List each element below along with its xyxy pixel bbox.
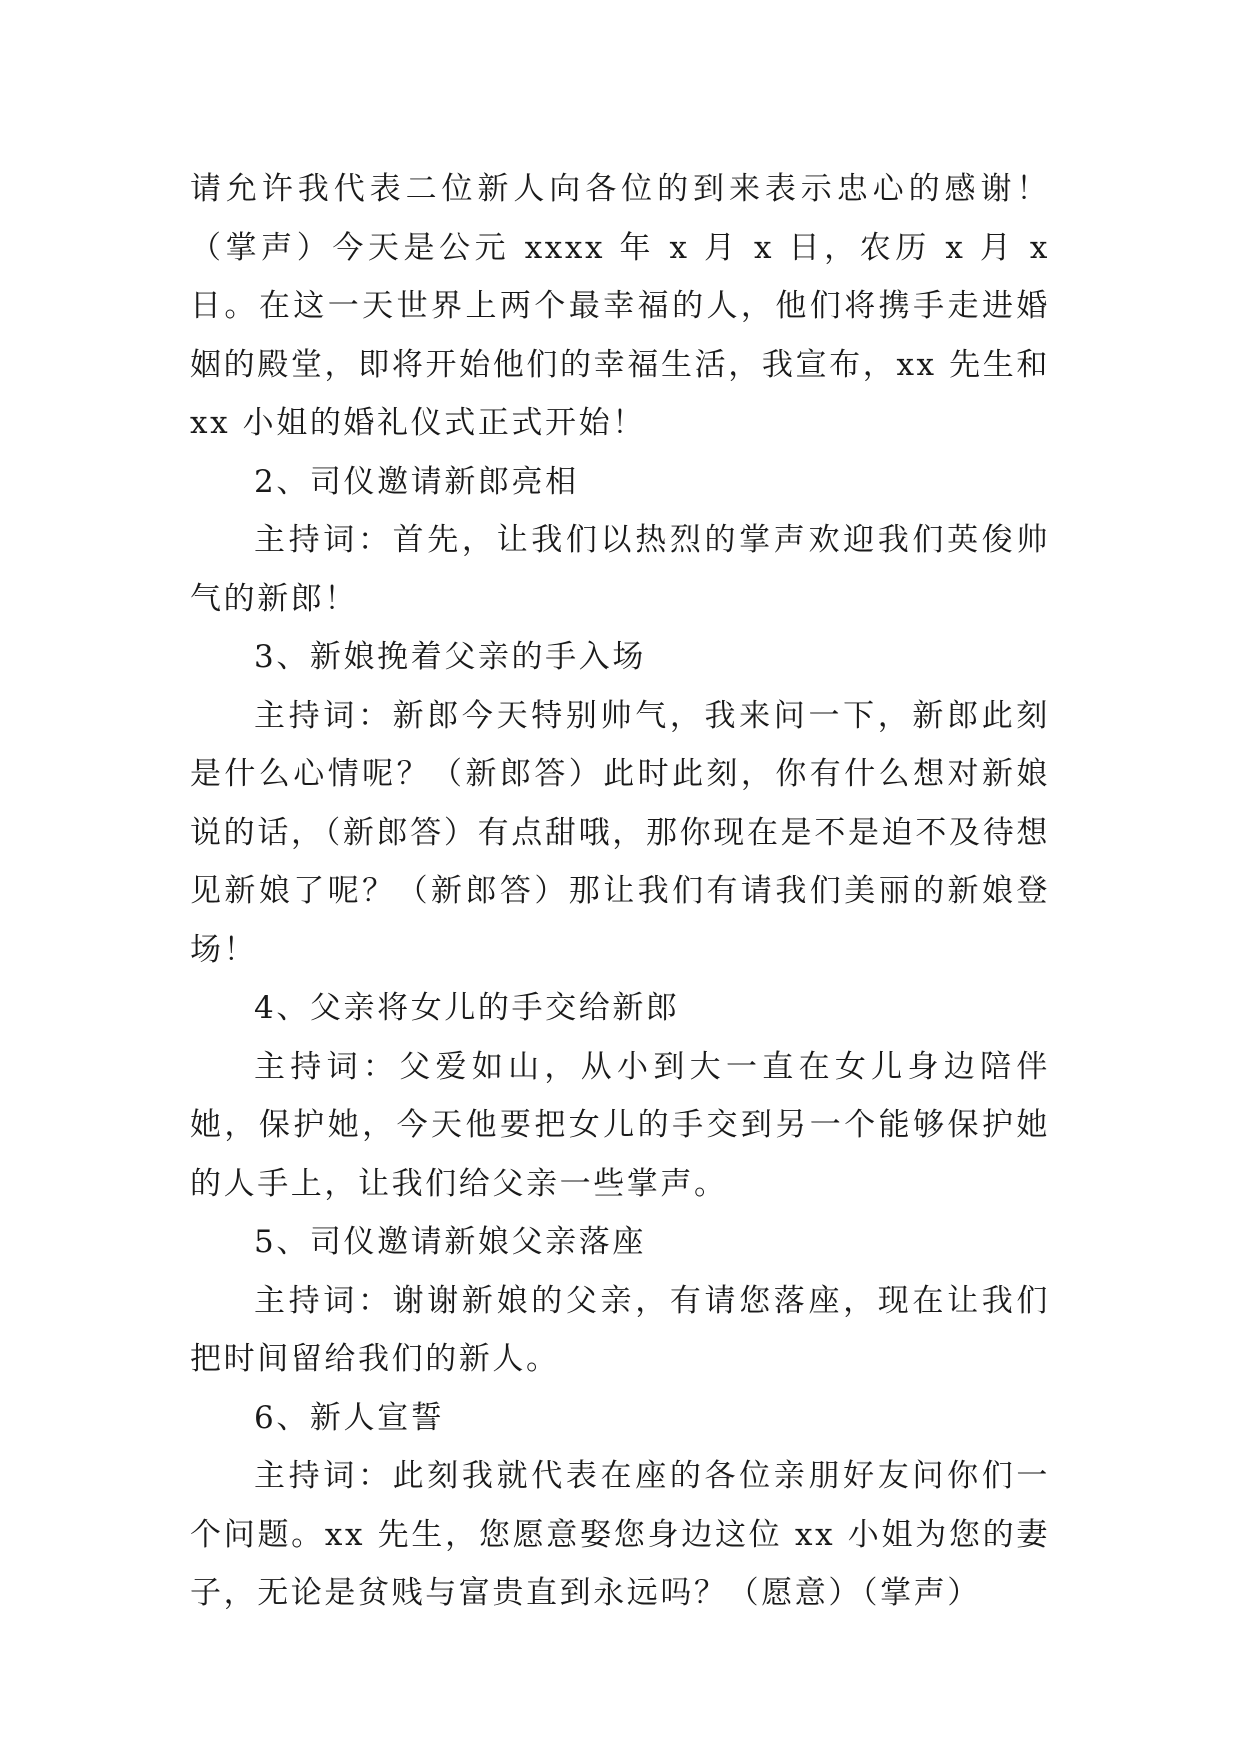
paragraph-opening: 请允许我代表二位新人向各位的到来表示忠心的感谢！（掌声）今天是公元 xxxx 年 x 月 x 日，农历 x 月 x 日。在这一天世界上两个最幸福的人，他们将携手走进婚姻的殿堂，即将开始他们的幸福生活，我宣布，xx 先生和 xx 小姐的婚礼仪式正式开始！ — [190, 171, 1050, 441]
paragraph-host-line: 主持词：新郎今天特别帅气，我来问一下，新郎此刻是什么心情呢？（新郎答）此时此刻，你有什么想对新娘说的话，（新郎答）有点甜哦，那你现在是不是迫不及待想见新娘了呢？（新郎答）那让我们有请我们美丽的新娘登场！ — [190, 697, 1050, 968]
paragraph-host-line: 主持词：首先，让我们以热烈的掌声欢迎我们英俊帅气的新郎！ — [190, 522, 1050, 617]
section-heading-father-seated: 5、司仪邀请新娘父亲落座 — [254, 1224, 646, 1260]
document-body — [190, 160, 1050, 1623]
section-heading-bride-entrance: 3、新娘挽着父亲的手入场 — [254, 639, 646, 675]
section-heading-vows: 6、新人宣誓 — [254, 1399, 445, 1436]
paragraph-host-line: 主持词：此刻我就代表在座的各位亲朋好友问你们一个问题。xx 先生，您愿意娶您身边这位 xx 小姐为您的妻子，无论是贫贱与富贵直到永远吗？（愿意）（掌声） — [190, 1458, 1050, 1611]
section-heading-handover: 4、父亲将女儿的手交给新郎 — [254, 990, 680, 1026]
section-heading-groom-appearance: 2、司仪邀请新郎亮相 — [254, 463, 579, 500]
paragraph-host-line: 主持词：谢谢新娘的父亲，有请您落座，现在让我们把时间留给我们的新人。 — [190, 1282, 1050, 1377]
paragraph-host-line: 主持词：父爱如山，从小到大一直在女儿身边陪伴她，保护她，今天他要把女儿的手交到另一个能够保护她的人手上，让我们给父亲一些掌声。 — [190, 1048, 1050, 1202]
